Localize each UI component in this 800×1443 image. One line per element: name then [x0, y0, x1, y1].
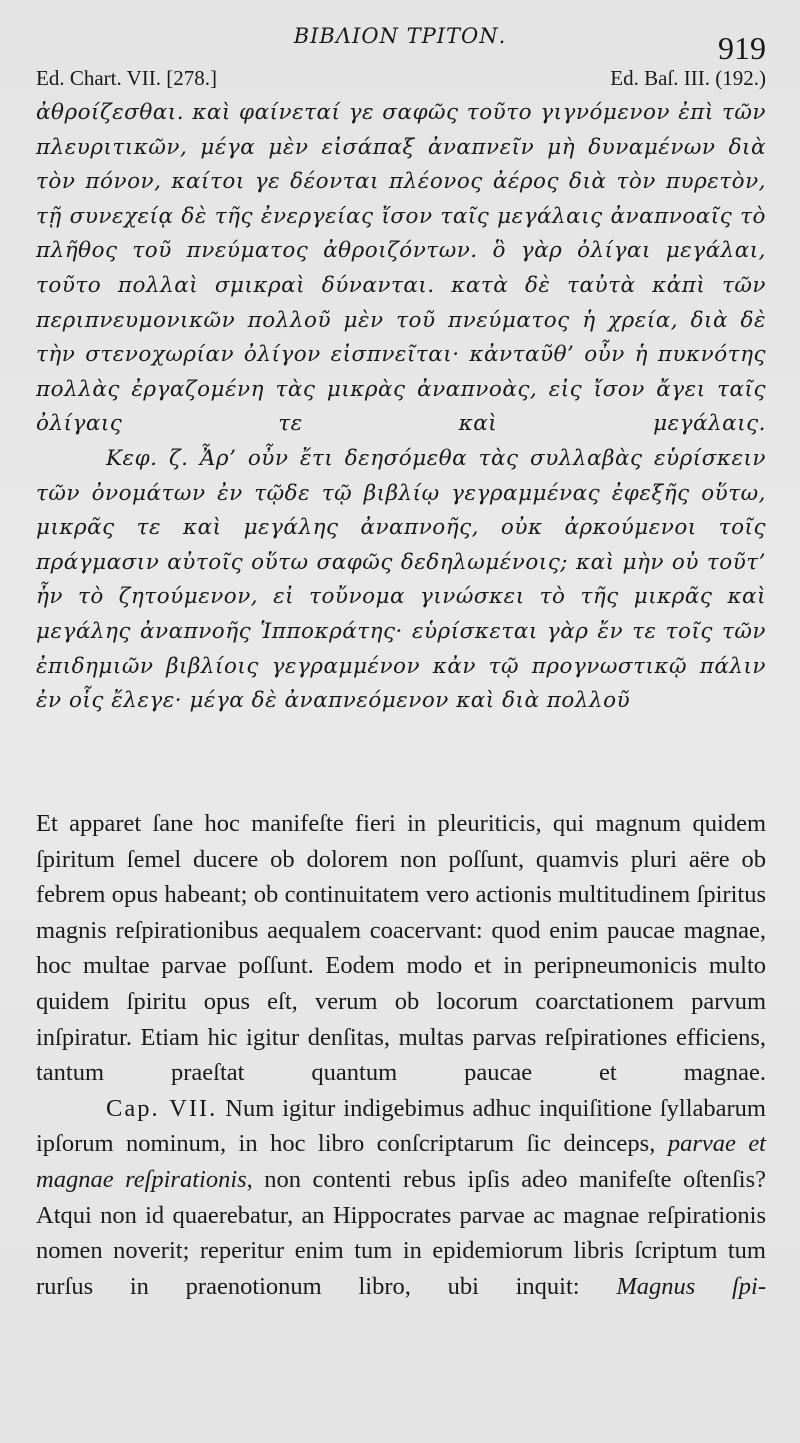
latin-text-block [36, 806, 766, 1304]
page-number: 919 [718, 30, 766, 66]
greek-paragraph-1: ἀθροίζεσθαι. καὶ φαίνεταί γε σαφῶς τοῦτο γιγνόμενον ἐπὶ τῶν πλευριτικῶν, μέγα μὲν εἰσάπαξ ἀναπνεῖν μὴ δυναμένων διὰ τὸν πόνον, καίτοι γε δέονται πλέονος ἀέρος διὰ τὸν πυρετὸν, τῇ συνεχείᾳ δὲ τῆς ἐνεργείας ἴσον ταῖς μεγάλαις ἀναπνοαῖς τὸ πλῆθος τοῦ πνεύματος ἀθροιζόντων. ὃ γὰρ ὀλίγαι μεγάλαι, τοῦτο πολλαὶ σμικραὶ δύνανται. κατὰ δὲ ταὐτὰ κἀπὶ τῶν περιπνευμονικῶν πολλοῦ μὲν τοῦ πνεύματος ἡ χρεία, διὰ δὲ τὴν στενοχωρίαν ὀλίγον εἰσπνεῖται· κἀνταῦθ’ οὖν ἡ πυκνότης πολλὰς ἐργαζομένη τὰς μικρὰς ἀναπνοὰς, εἰς ἴσον ἄγει ταῖς ὀλίγαις τε καὶ μεγάλαις. [36, 100, 766, 437]
latin-chapter-label: Cap. VII. [106, 1094, 218, 1122]
greek-text-block [36, 96, 766, 719]
latin-italic-end: Magnus ſpi- [616, 1272, 767, 1300]
edition-reference-line [36, 66, 766, 91]
edition-chartier: Ed. Chart. VII. [278.] [36, 66, 217, 90]
greek-paragraph-2 [36, 442, 766, 719]
latin-paragraph-2 [36, 1091, 766, 1305]
edition-basel: Ed. Baſ. III. (192.) [610, 66, 766, 90]
running-head: ΒΙΒΛΙΟΝ ΤΡΙΤΟΝ. [293, 24, 507, 48]
latin-italic-phrase: parvae et magnae reſpirationis [36, 1130, 766, 1193]
latin-paragraph-1: Et apparet ſane hoc manifeſte fieri in pleuriticis, qui magnum quidem ſpiritum ſemel ducere ob dolorem non poſſunt, quamvis pluri aëre ob febrem opus habeant; ob continuitatem vero actionis multitudinem ſpiritus magnis reſpirationibus aequalem coacervant: quod enim paucae magnae, hoc multae parvae poſſunt. Eodem modo et in peripneumonicis multo quidem ſpiritu opus eſt, verum ob locorum coarctationem parvum inſpiratur. Etiam hic igitur denſitas, multas parvas reſpirationes efficiens, tantum praeſtat quantum paucae et magnae. [36, 810, 766, 1087]
latin-paragraph-2-middle: , non contenti rebus ipſis adeo manifeſte oſtenſis? Atqui non id quaerebatur, an Hippocrates parvae ac magnae reſpirationis nomen noverit; reperitur enim tum in epidemiorum libris ſcriptum tum rurſus in praenotionum libro, ubi inquit: [36, 1165, 766, 1300]
latin-paragraph-2-start: Num igitur indigebimus adhuc inquiſitione ſyllabarum ipſorum nominum, in hoc libro conſcriptarum ſic deinceps, [36, 1094, 766, 1158]
greek-chapter-label: Κεφ. ζ. [106, 445, 189, 471]
greek-paragraph-2-text: Ἆρ’ οὖν ἔτι δεησόμεθα τὰς συλλαβὰς εὑρίσκειν τῶν ὀνομάτων ἐν τῷδε τῷ βιβλίῳ γεγραμμένας ἐφεξῆς οὕτω, μικρᾶς τε καὶ μεγάλης ἀναπνοῆς, οὐκ ἀρκούμενοι τοῖς πράγμασιν αὐτοῖς οὕτω σαφῶς δεδηλωμένοις; καὶ μὴν οὐ τοῦτ’ ἦν τὸ ζητούμενον, εἰ τοὔνομα γινώσκει τὸ τῆς μικρᾶς καὶ μεγάλης ἀναπνοῆς Ἱπποκράτης· εὑρίσκεται γὰρ ἔν τε τοῖς τῶν ἐπιδημιῶν βιβλίοις γεγραμμένον κἀν τῷ προγνωστικῷ πάλιν ἐν οἷς ἔλεγε· μέγα δὲ ἀναπνεόμενον καὶ διὰ πολλοῦ [36, 445, 767, 714]
